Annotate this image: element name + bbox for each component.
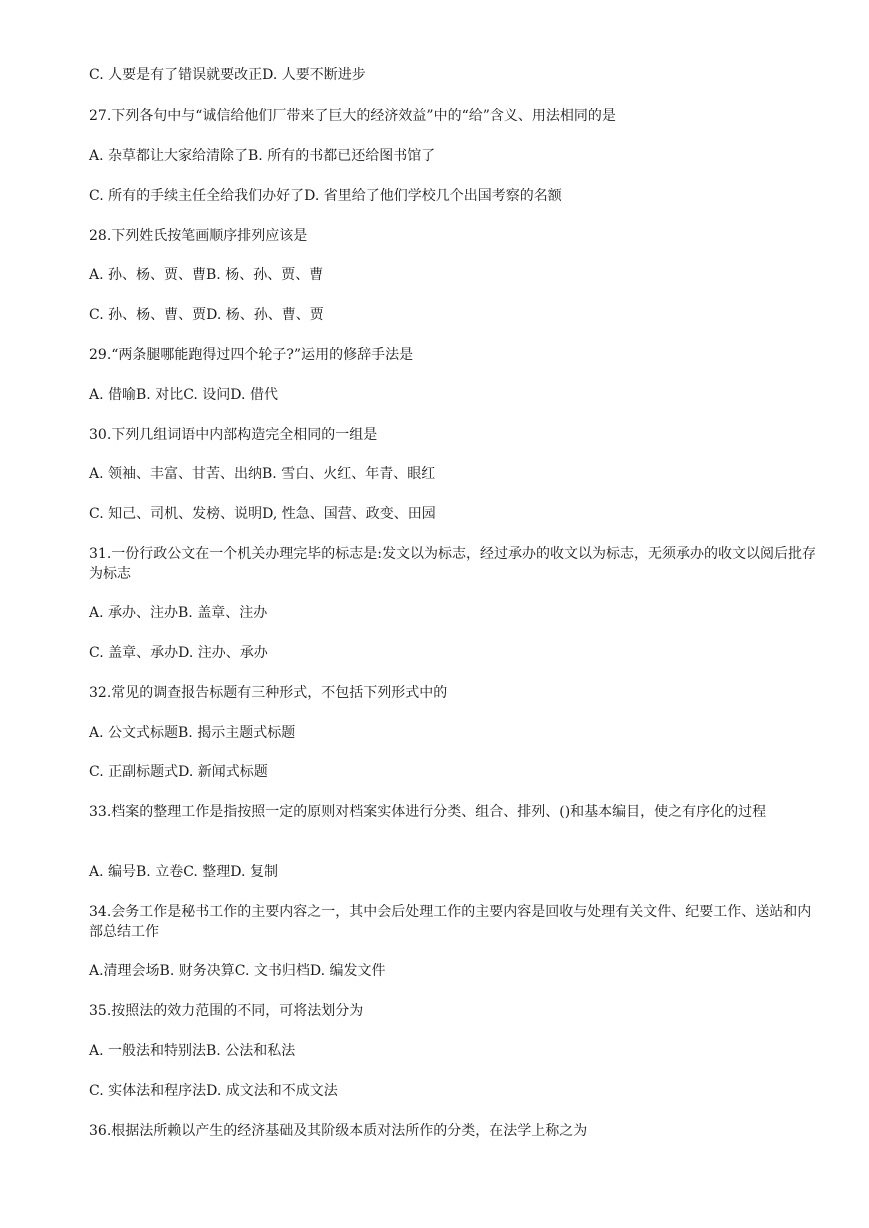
option-line-q30-a-b: A. 领袖、丰富、甘苦、出纳B. 雪白、火红、年青、眼红 — [89, 466, 436, 482]
option-line-q31-c-d: C. 盖章、承办D. 注办、承办 — [89, 645, 268, 661]
option-line-q29: A. 借喻B. 对比C. 设问D. 借代 — [89, 387, 278, 403]
option-line-q33: A. 编号B. 立卷C. 整理D. 复制 — [89, 864, 278, 880]
option-line-q28-a-b: A. 孙、杨、贾、曹B. 杨、孙、贾、曹 — [89, 267, 324, 283]
question-27: 27.下列各句中与“诚信给他们厂带来了巨大的经济效益”中的“给”含义、用法相同的是 — [89, 108, 616, 124]
question-33: 33.档案的整理工作是指按照一定的原则对档案实体进行分类、组合、排列、()和基本编目，使之有序化的过程 — [89, 804, 767, 820]
question-30: 30.下列几组词语中内部构造完全相同的一组是 — [89, 427, 378, 443]
option-line-q31-a-b: A. 承办、注办B. 盖章、注办 — [89, 605, 268, 621]
option-line-q32-a-b: A. 公文式标题B. 揭示主题式标题 — [89, 725, 296, 741]
option-line-q32-c-d: C. 正副标题式D. 新闻式标题 — [89, 764, 268, 780]
question-36: 36.根据法所赖以产生的经济基础及其阶级本质对法所作的分类，在法学上称之为 — [89, 1123, 588, 1139]
question-29: 29.“两条腿哪能跑得过四个轮子?”运用的修辞手法是 — [89, 347, 414, 363]
question-28: 28.下列姓氏按笔画顺序排列应该是 — [89, 228, 308, 244]
option-line-q35-c-d: C. 实体法和程序法D. 成文法和不成文法 — [89, 1083, 338, 1099]
option-line-q27-a-b: A. 杂草都让大家给清除了B. 所有的书都已还给图书馆了 — [89, 148, 436, 164]
option-line-q30-c-d: C. 知己、司机、发榜、说明D, 性急、国营、政变、田园 — [89, 506, 436, 522]
option-line-q26-c-d: C. 人要是有了错误就要改正D. 人要不断进步 — [89, 67, 366, 83]
question-32: 32.常见的调查报告标题有三种形式，不包括下列形式中的 — [89, 685, 448, 701]
option-line-q28-c-d: C. 孙、杨、曹、贾D. 杨、孙、曹、贾 — [89, 307, 324, 323]
question-34: 34.会务工作是秘书工作的主要内容之一，其中会后处理工作的主要内容是回收与处理有关文件、纪要工作、送站和内部总结工作 — [89, 904, 812, 940]
option-line-q35-a-b: A. 一般法和特别法B. 公法和私法 — [89, 1043, 296, 1059]
question-31: 31.一份行政公文在一个机关办理完毕的标志是:发文以为标志，经过承办的收文以为标志，无须承办的收文以阅后批存为标志 — [89, 546, 816, 582]
option-line-q34: A.清理会场B. 财务决算C. 文书归档D. 编发文件 — [89, 963, 386, 979]
question-35: 35.按照法的效力范围的不同，可将法划分为 — [89, 1003, 364, 1019]
option-line-q27-c-d: C. 所有的手续主任全给我们办好了D. 省里给了他们学校几个出国考察的名额 — [89, 188, 562, 204]
